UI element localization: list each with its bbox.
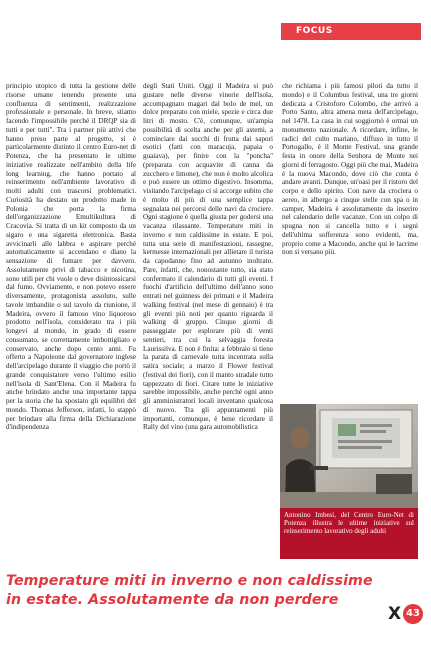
section-banner: [281, 23, 421, 40]
page-number-badge: 43: [403, 604, 423, 624]
column-text: principio utopico di tutta la gestione delle risorse umane tenendo presente una confluenza di sentimenti, realizzazione professionale e personale. In breve, stiamo facendo l'impossibile perché il DRQP sia di tutti e per tutti". Tra i partner più attivi che hanno preso parte al progetto, si è particolarmente distinto il centro Euro-net di Potenza, che ha presentato le ultime iniziative realizzate nell'ambito della life long learning, che hanno portato al reinserimento nell'ambiente lavorativo di molti adulti con trascorsi problematici. Curiosità ha destato un prodotto made in Polonia che porta la firma dell'organizzazione Emultikultura di Cracovia. Si tratta di un kit composto da un sigaro e una sigaretta elettronica. Basta avvicinarli alle labbra e aspirare perché automaticamente si accendano e diano la sensazione di fumare per davvero. Assolutamente privi di tabacco e nicotina, sono utili per chi vuole o deve disintossicarsi dal fumo. Ovviamente, e non potevo essere diversamente, protagonista assoluto, sulle tavole imbandite o sul tavolo da riunione, il Madeira, ovvero il famoso vino liquoroso prodotto nell'isola, considerato tra i più longevi al mondo, in grado di essere consumato, se correttamente imbottigliato e conservato, anche dopo cento anni. Fu offerto a Napoleone dal governatore inglese dell'arcipelago durante il viaggio che portò il grande conquistatore verso l'ultimo esilio nell'isola di Sant'Elena. Con il Madeira fu anche brindato anche una importante tappa per la storia che ha spostato gli equilibri del mondo. Thomas Jefferson, infatti, lo stappò per brindare alla firma della Dichiarazione d'indipendenza: [6, 82, 136, 432]
pull-quote-line-2: in estate. Assolutamente da non perdere: [6, 592, 339, 608]
section-label: FOCUS: [296, 26, 333, 36]
conference-photo: [280, 404, 418, 508]
pull-quote-line-1: Temperature miti in inverno e non caldissime: [6, 573, 373, 589]
column-text: che richiama i più famosi piloti da tutto il mondo) e il Columbus festival, una tre giorni dedicata a Cristoforo Colombo, che arrivò a Porto Santo, altra amena meta dell'arcipelago, nel 1478. La casa in cui soggiornò è ormai un monumento nazionale. A ricordare, infine, le radici del culto mariano, diffuso in tutto il Portogallo, è il Monte Festival, una grande festa in onore della Senhora de Monte nei giorni di ferragosto. Oggi più che mai, Madeira è la nuova Macondo, dove ciò che conta è andare avanti. Dunque, un'oasi per il ristoro del corpo e dello spirito. Con nave da crociera o aereo, in albergo a cinque stelle con spa o in camper, Madeira è assolutamente da inserire nel calendario delle vacanze. Con un colpo di spugna non si cancella tutto e i segni dell'ultima sofferenza sono evidenti, ma, proprio come a Macondo, anche qui le lacrime non si versano più.: [282, 82, 418, 257]
column-text: degli Stati Uniti. Oggi il Madeira si può gustare nelle diverse vinerie dell'isola, accompagnato magari dal bolo de mel, un dolce preparato con miele, spezie e circa due litri di mosto. C'è, comunque, un'ampia possibilità di scelta anche per gli astemi, a cominciare dai succhi di frutta dai sapori esotici (fatti con maracuja, papaia o guaiava), per finire con la "poncha" (preparata con acquavite di canna da zucchero e limone), che non è molto alcolica e può essere un ottimo digestivo. Insomma, visitando l'arcipelago ci si accorge subito che è molto di più di una semplice tappa segnalata nei percorsi delle navi da crociere. Ogni stagione è quella giusta per godersi una vacanza rilassante. Temperature miti in inverno e non caldissime in estate. E poi, tutta una serie di manifestazioni, rassegne, kermesse internazionali per allietare il turista da capodanno fino ad autunno inoltrato. Pare, infatti, che, nonostante tutto, sia stato confermato il calendario di tutti gli eventi. I fuochi d'artificio dell'ultimo dell'anno sono entrati nel guinness dei primati e il Madeira walking festival (nel mese di gennaio) è tra gli eventi più noti per quanto riguarda il walking di gruppo. Cinque giorni di passeggiate per esplorare più di venti sentieri, tra cui la selvaggia foresta Laurissilva. E non è finita: a febbraio si tiene la parata di carnevale tutta incentrata sulla satira sociale; a marzo il Flower festival (festival dei fiori), con il manto stradale tutto tappezzato di fiori. Citare tutte le iniziative sarebbe impossibile, anche perché ogni anno gli amministratori locali inventano qualcosa di nuovo. Tra gli appuntamenti più importanti, comunque, è bene ricordare il Rally del vino (una gara automobilistica: [143, 82, 273, 432]
article-column-3: [282, 82, 418, 400]
magazine-logo: X: [388, 604, 402, 624]
article-column-2: [143, 82, 273, 562]
photo-caption: [280, 508, 418, 559]
caption-text: Antonino Imbesi, del Centro Euro-Net di Potenza illustra le ultime iniziative sul reinserimento lavorativo degli adulti: [284, 511, 414, 535]
pull-quote: [6, 572, 386, 610]
article-column-1: [6, 82, 136, 562]
conference-photo-illustration: [280, 404, 418, 508]
